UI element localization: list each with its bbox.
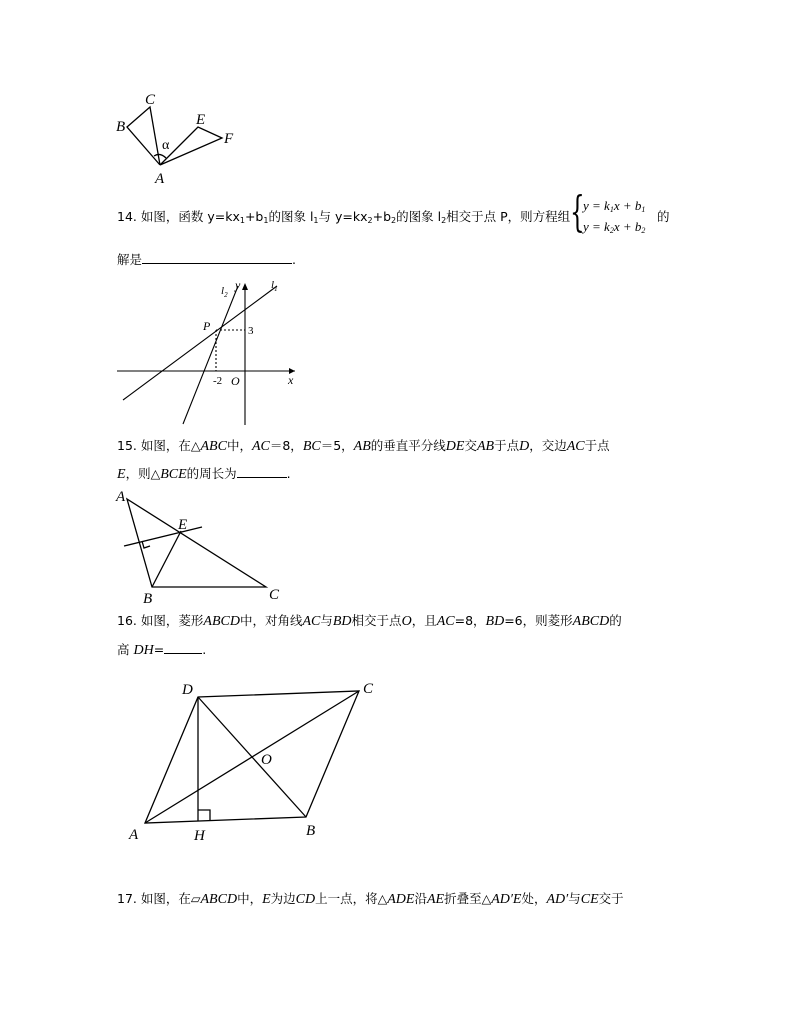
- label-C: C: [145, 92, 156, 108]
- answer-blank-16[interactable]: [164, 640, 202, 654]
- label-l2: $l_2$: [221, 285, 228, 299]
- q17-line1: 17. 如图，在▱ABCD中，E为边CD上一点，将△ADE沿AE折叠至△AD′E处，AD′与CE交于: [117, 891, 624, 907]
- q15-line2: E，则△BCE的周长为 .: [117, 466, 291, 482]
- label-y: y: [235, 278, 241, 292]
- label-D: D: [182, 682, 193, 698]
- label-O: O: [231, 374, 240, 388]
- label-A: A: [155, 171, 165, 187]
- figure-angle-triangles: [110, 90, 260, 190]
- label-B: B: [143, 591, 153, 607]
- q14-line2: 解是 .: [117, 252, 296, 267]
- label-x: x: [288, 373, 294, 387]
- label-C: C: [363, 681, 374, 697]
- answer-blank-14[interactable]: [142, 250, 292, 264]
- equation-2: $y = k_2x + b_2$: [583, 219, 646, 235]
- answer-blank-15[interactable]: [237, 464, 287, 478]
- label-B: B: [116, 119, 126, 135]
- brace-icon: {: [570, 187, 585, 236]
- label-l1: $l_1$: [271, 279, 278, 293]
- label-H: H: [194, 828, 205, 844]
- label-3: 3: [248, 325, 254, 337]
- label-A: A: [129, 827, 139, 843]
- figure-triangle-bisector: [112, 485, 292, 607]
- figure-rhombus: [125, 675, 395, 850]
- label-O: O: [261, 752, 272, 768]
- figure-line-graph: [115, 278, 305, 428]
- equation-1: $y = k_1x + b_1$: [583, 198, 646, 214]
- label-C: C: [269, 587, 280, 603]
- q16-line1: 16. 如图，菱形ABCD中，对角线AC与BD相交于点O，且AC=8，BD=6，则菱形ABCD的: [117, 613, 622, 629]
- label-E: E: [196, 112, 206, 128]
- label-neg2: -2: [213, 375, 223, 387]
- label-E: E: [178, 517, 188, 533]
- q16-line2: 高 DH= .: [117, 642, 207, 658]
- q14-line1: 14. 如图，函数 $y=kx_1+b_1$的图象 $l_1$与 $y=kx_2+b_2$的图象 $l_2$相交于点 P，则方程组: [117, 209, 571, 225]
- label-F: F: [224, 131, 234, 147]
- label-A: A: [116, 489, 126, 505]
- label-alpha: α: [162, 138, 170, 153]
- label-P: P: [203, 319, 211, 333]
- q15-line1: 15. 如图，在△ABC中，AC＝8，BC＝5，AB的垂直平分线DE交AB于点D，交边AC于点: [117, 438, 610, 454]
- equation-system: [570, 187, 660, 240]
- q14-tail: 的: [657, 209, 670, 224]
- label-B: B: [306, 823, 316, 839]
